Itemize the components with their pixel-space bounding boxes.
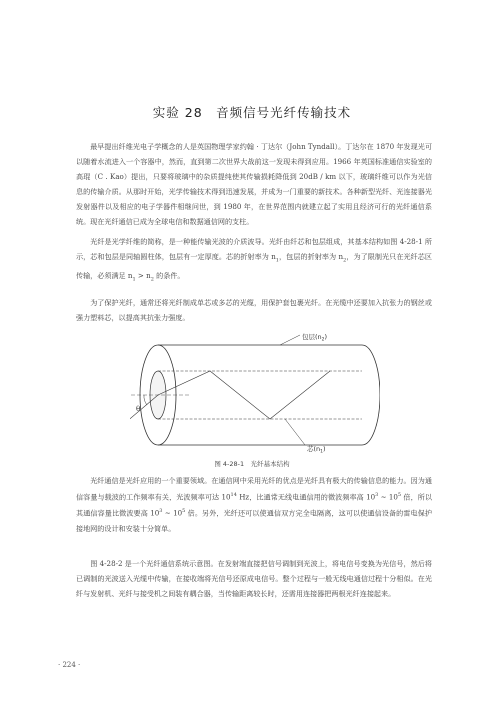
- theta-label: θ: [136, 405, 141, 413]
- page-title: 实验 28 音频信号光纤传输技术: [152, 105, 352, 120]
- core-label: 芯$(n_1)$: [307, 445, 326, 453]
- paragraph-fiber-structure: 光纤是光学纤维的简称，是一种能传输光波的介质波导。光纤由纤芯和包层组成，其基本结构如图 4-28-1 所示，芯和包层是同轴圆柱体，包层有一定厚度。芯的折射率为 $n_1$，包层的折射率为 $n_2$，为了限制光只在光纤芯区传输，必须满足 $n_1 > n_2$ 的条件。: [76, 237, 433, 283]
- paragraph-cable: 为了保护光纤，通常还将光纤制成单芯或多芯的光缆，用保护套包裹光纤。在光缆中还要加入抗张力的钢丝或强力塑料芯，以提高其抗张力强度。: [76, 298, 432, 322]
- fiber-structure-figure: [130, 333, 380, 453]
- page-number: · 224 ·: [58, 661, 81, 669]
- paragraph-communication: 光纤通信是光纤应用的一个重要领域。在通信网中采用光纤的优点是光纤具有极大的传输信息的能力。因为通信容量与载波的工作频率有关，光波频率可达 $10^{14}$ Hz，比通常无线电通信用的微波频率高 $10^3$ ~ $10^5$ 倍，所以其通信容量比微波要高 $10^3$ ~ $10^5$ 倍。另外，光纤还可以使通信双方完全电隔离，这可以使通信设备的雷电保护接地网的设计和安装十分简单。: [76, 476, 432, 533]
- figure-caption: 图 4-28-1 光纤基本结构: [214, 460, 290, 468]
- paragraph-system: 图 4-28-2 是一个光纤通信系统示意图。在发射端直接把信号调制到光波上，将电信号变换为光信号，然后将已调制的光波送入光缆中传输，在接收端将光信号还原成电信号。整个过程与一般无线电通信过程十分相似。在光纤与发射机、光纤与接受机之间装有耦合器，当传输距离较长时，还需用连接器把两根光纤连接起来。: [76, 559, 432, 598]
- cladding-label: 包层$(n_2)$: [302, 333, 328, 343]
- paragraph-history: 最早提出纤维光电子学概念的人是英国物理学家约翰 · 丁达尔（John Tyndall）。丁达尔在 1870 年发现光可以随着水流进入一个容器中，然而，直到第二次世界大战前这一发现未得到应用。1966 年英国标准通信实验室的高琨（C . Kao）提出，只要将玻璃中的杂质提纯使其传输损耗降低到 20dB / km 以下，玻璃纤维可以作为光信息的传输介质。从那时开始，光学传输技术得到迅速发展，并成为一门重要的新技术。各种新型光纤、光连接器光发射器件以及相应的电子学器件相继问世，到 1980 年，在世界范围内就建立起了实用且经济可行的光纤通信系统。现在光纤通信已成为全球电信和数据通信网的支柱。: [76, 142, 432, 226]
